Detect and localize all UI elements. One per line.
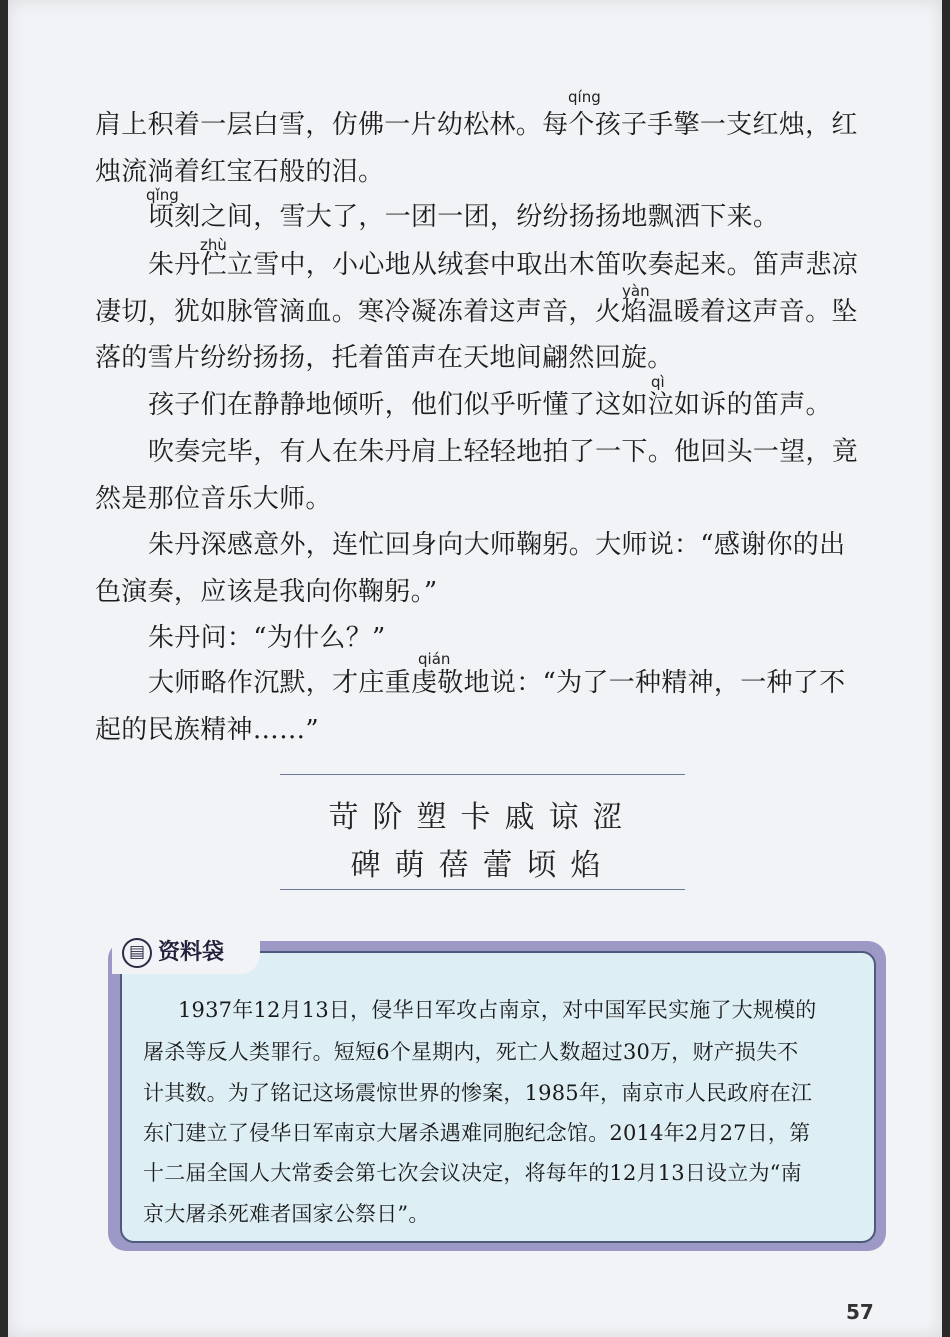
info-line: 东门建立了侵华日军南京大屠杀遇难同胞纪念馆。2014年2月27日，第 <box>143 1121 811 1145</box>
info-box-title: 资料袋 <box>158 940 225 965</box>
text-line: 朱丹伫立雪中，小心地从绒套中取出木笛吹奏起来。笛声悲凉 <box>148 250 859 280</box>
pinyin-zhu: zhù <box>200 236 227 254</box>
divider-bottom <box>280 889 685 890</box>
text-line: 肩上积着一层白雪，仿佛一片幼松林。每个孩子手擎一支红烛，红 <box>95 110 858 140</box>
notebook-icon: ▤ <box>122 938 152 968</box>
info-line: 京大屠杀死难者国家公祭日”。 <box>143 1202 430 1226</box>
new-characters-row-1: 苛阶塑卡戚谅涩 <box>328 800 637 835</box>
pinyin-qing: qǐng <box>146 186 179 204</box>
new-characters-row-2: 碑萌蓓蕾顷焰 <box>350 848 615 883</box>
text-line: 起的民族精神……” <box>95 715 319 745</box>
text-line: 落的雪片纷纷扬扬，托着笛声在天地间翩然回旋。 <box>95 343 674 373</box>
text-line: 朱丹深感意外，连忙回身向大师鞠躬。大师说：“感谢你的出 <box>148 530 846 560</box>
info-line: 1937年12月13日，侵华日军攻占南京，对中国军民实施了大规模的 <box>178 998 817 1022</box>
divider-top <box>280 774 685 775</box>
pinyin-qing: qíng <box>568 88 601 106</box>
page-number: 57 <box>846 1300 874 1324</box>
pinyin-qi: qì <box>651 373 665 391</box>
text-line: 顷刻之间，雪大了，一团一团，纷纷扬扬地飘洒下来。 <box>148 202 780 232</box>
text-line: 大师略作沉默，才庄重虔敬地说：“为了一种精神，一种了不 <box>148 668 846 698</box>
info-line: 屠杀等反人类罪行。短短6个星期内，死亡人数超过30万，财产损失不 <box>143 1040 799 1064</box>
text-line: 凄切，犹如脉管滴血。寒冷凝冻着这声音，火焰温暖着这声音。坠 <box>95 297 858 327</box>
text-line: 烛流淌着红宝石般的泪。 <box>95 157 385 187</box>
pinyin-qian: qián <box>418 650 451 668</box>
text-line: 孩子们在静静地倾听，他们似乎听懂了这如泣如诉的笛声。 <box>148 390 832 420</box>
info-line: 计其数。为了铭记这场震惊世界的惨案，1985年，南京市人民政府在江 <box>143 1081 813 1105</box>
text-line: 吹奏完毕，有人在朱丹肩上轻轻地拍了一下。他回头一望，竟 <box>148 437 859 467</box>
text-line: 然是那位音乐大师。 <box>95 484 332 514</box>
pinyin-yan: yàn <box>622 282 650 300</box>
text-line: 色演奏，应该是我向你鞠躬。” <box>95 577 438 607</box>
text-line: 朱丹问：“为什么？” <box>148 623 386 653</box>
info-line: 十二届全国人大常委会第七次会议决定，将每年的12月13日设立为“南 <box>143 1161 802 1185</box>
